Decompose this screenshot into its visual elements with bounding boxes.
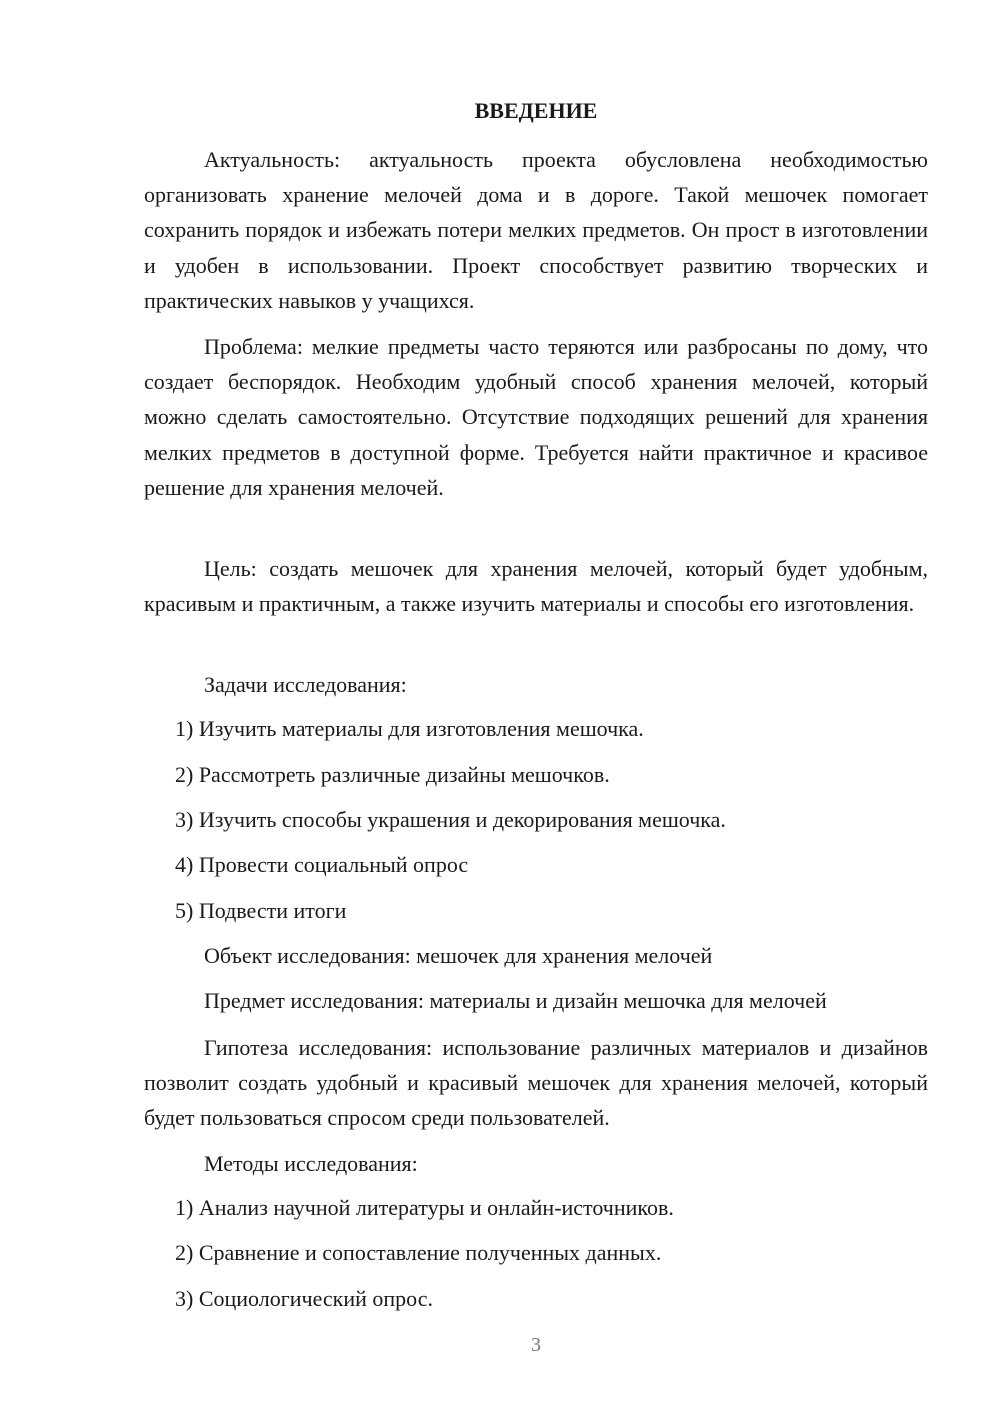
research-object: Объект исследования: мешочек для хранения мелочей <box>204 943 713 968</box>
methods-label: Методы исследования: <box>204 1151 418 1176</box>
hypothesis-paragraph: Гипотеза исследования: использование различных материалов и дизайнов позволит создать удобный и красивый мешочек для хранения мелочей, который будет пользоваться спросом среди пользователей. <box>144 1035 928 1131</box>
list-item: 4) Провести социальный опрос <box>175 852 469 877</box>
list-item: 5) Подвести итоги <box>175 898 347 923</box>
list-item: 1) Изучить материалы для изготовления мешочка. <box>175 716 644 741</box>
list-item: 2) Сравнение и сопоставление полученных данных. <box>175 1240 662 1265</box>
relevance-paragraph: Актуальность: актуальность проекта обусловлена необходимостью организовать хранение мелочей дома и в дороге. Такой мешочек помогает сохранить порядок и избежать потери мелких предметов. Он прост в изготовлении и удобен в использовании. Проект способствует развитию творческих и практических навыков у учащихся. <box>144 147 928 313</box>
problem-paragraph: Проблема: мелкие предметы часто теряются или разбросаны по дому, что создает беспорядок. Необходим удобный способ хранения мелочей, который можно сделать самостоятельно. Отсутствие подходящих решений для хранения мелких предметов в доступной форме. Требуется найти практичное и красивое решение для хранения мелочей. <box>144 334 928 500</box>
research-subject: Предмет исследования: материалы и дизайн мешочка для мелочей <box>204 988 827 1013</box>
list-item: 2) Рассмотреть различные дизайны мешочков. <box>175 762 610 787</box>
page-title: ВВЕДЕНИЕ <box>474 98 598 123</box>
page-number: 3 <box>531 1334 541 1356</box>
goal-paragraph: Цель: создать мешочек для хранения мелочей, который будет удобным, красивым и практичным, а также изучить материалы и способы его изготовления. <box>144 556 928 617</box>
list-item: 3) Социологический опрос. <box>175 1286 433 1311</box>
tasks-label: Задачи исследования: <box>204 672 407 697</box>
list-item: 1) Анализ научной литературы и онлайн-источников. <box>175 1195 674 1220</box>
list-item: 3) Изучить способы украшения и декорирования мешочка. <box>175 807 726 832</box>
